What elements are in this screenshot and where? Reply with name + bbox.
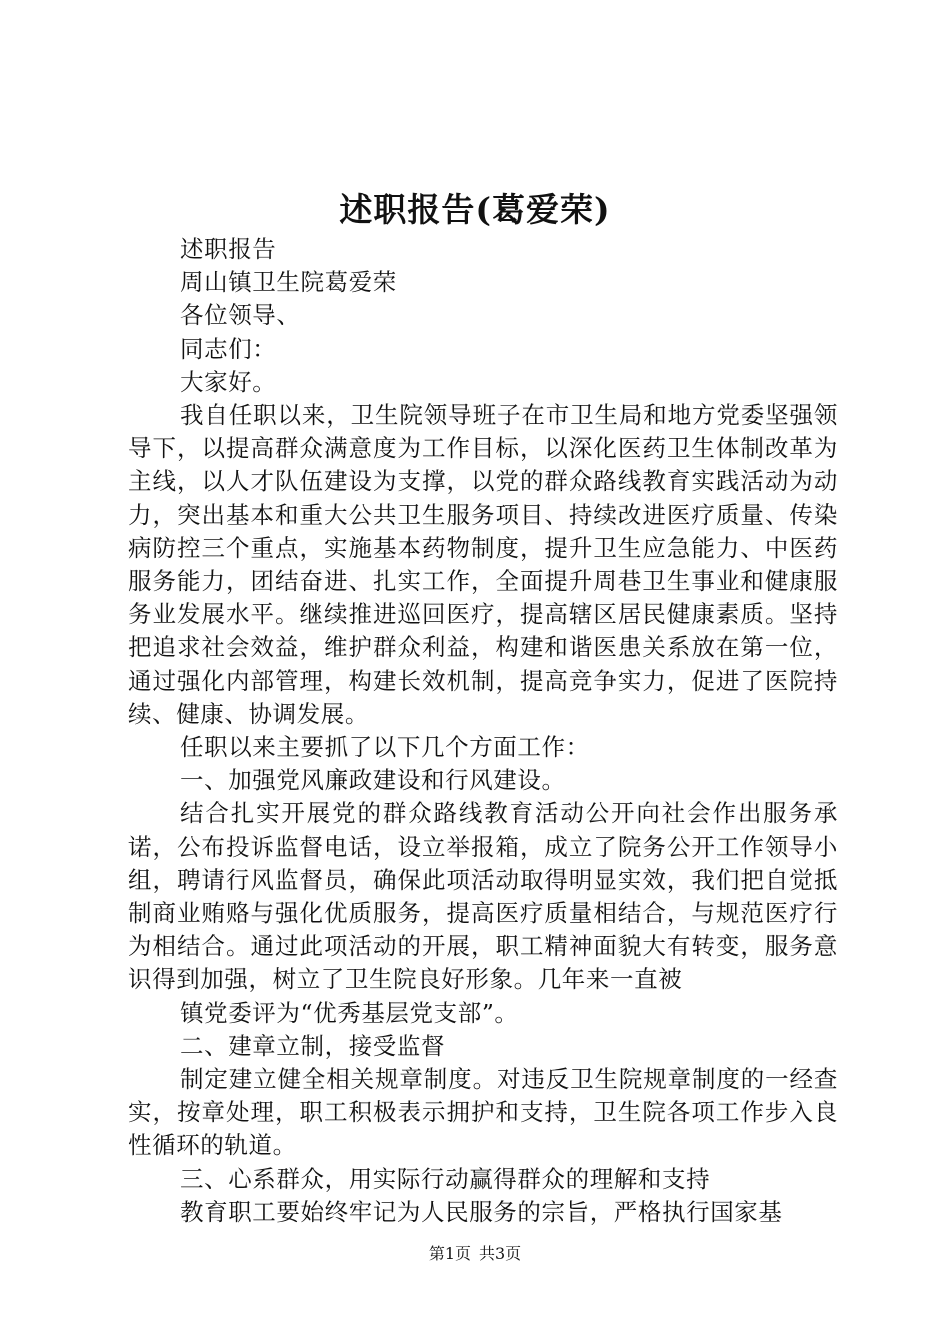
section-heading: 三、心系群众，用实际行动赢得群众的理解和支持 [180, 1164, 711, 1193]
page-total: 共3页 [479, 1244, 522, 1263]
paragraph: 镇党委评为“优秀基层党支部”。 [180, 998, 519, 1027]
page-number: 第1页 [428, 1244, 471, 1263]
paragraph: 教育职工要始终牢记为人民服务的宗旨，严格执行国家基 [180, 1197, 783, 1226]
paragraph: 大家好。 [180, 367, 277, 396]
paragraph: 各位领导、 [180, 301, 301, 330]
paragraph: 我自任职以来，卫生院领导班子在市卫生局和地方党委坚强领导下，以提高群众满意度为工作目标，以深化医药卫生体制改革为主线，以人才队伍建设为支撑，以党的群众路线教育实践活动为动力，突出基本和重大公共卫生服务项目、持续改进医疗质量、传染病防控三个重点，实施基本药物制度，提升卫生应急能力、中医药服务能力，团结奋进、扎实工作，全面提升周巷卫生事业和健康服务业发展水平。继续推进巡回医疗，提高辖区居民健康素质。坚持把追求社会效益，维护群众利益，构建和谐医患关系放在第一位，通过强化内部管理，构建长效机制，提高竞争实力，促进了医院持续、健康、协调发展。 [128, 401, 838, 728]
paragraph: 述职报告 [180, 235, 277, 263]
document-title: 述职报告(葛爱荣) [339, 190, 611, 229]
paragraph: 任职以来主要抓了以下几个方面工作： [180, 733, 590, 762]
section-heading: 一、加强党风廉政建设和行风建设。 [180, 766, 566, 795]
paragraph: 周山镇卫生院葛爱荣 [180, 268, 397, 297]
page-footer [0, 1243, 950, 1265]
paragraph: 结合扎实开展党的群众路线教育活动公开向社会作出服务承诺，公布投诉监督电话，设立举报箱，成立了院务公开工作领导小组，聘请行风监督员，确保此项活动取得明显实效，我们把自觉抵制商业贿赂与强化优质服务，提高医疗质量相结合，与规范医疗行为相结合。通过此项活动的开展，职工精神面貌大有转变，服务意识得到加强，树立了卫生院良好形象。几年来一直被 [128, 799, 838, 994]
paragraph: 制定建立健全相关规章制度。对违反卫生院规章制度的一经查实，按章处理，职工积极表示拥护和支持，卫生院各项工作步入良性循环的轨道。 [128, 1065, 838, 1160]
paragraph: 同志们： [180, 334, 277, 363]
section-heading: 二、建章立制，接受监督 [180, 1031, 446, 1060]
document-body [128, 233, 838, 1229]
